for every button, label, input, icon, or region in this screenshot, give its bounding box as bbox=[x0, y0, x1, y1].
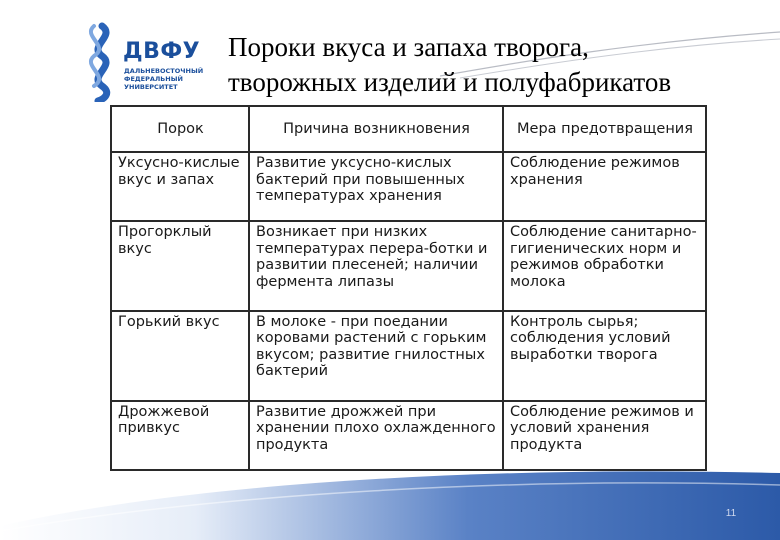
cell-cause: Возникает при низких температурах перера-ботки и развитии плесеней; наличии фермента липазы bbox=[249, 221, 503, 311]
helix-logo-icon bbox=[84, 22, 124, 102]
table-row bbox=[111, 221, 706, 311]
logo-subtitle-line: ФЕДЕРАЛЬНЫЙ bbox=[124, 75, 183, 83]
cell-defect: Прогорклый вкус bbox=[111, 221, 249, 311]
footer-band bbox=[0, 471, 780, 540]
logo-subtitle bbox=[124, 67, 214, 91]
cell-prevention: Контроль сырья; соблюдения условий выработки творога bbox=[503, 311, 706, 401]
table-row bbox=[111, 401, 706, 470]
title-line-2: творожных изделий и полуфабрикатов bbox=[228, 67, 672, 97]
table-row bbox=[111, 152, 706, 221]
table-header-row bbox=[111, 106, 706, 152]
defects-table-container bbox=[110, 105, 707, 471]
university-logo bbox=[84, 22, 214, 102]
header-defect: Порок bbox=[111, 106, 249, 152]
cell-cause: В молоке - при поедании коровами растений с горьким вкусом; развитие гнилостных бактерий bbox=[249, 311, 503, 401]
cell-prevention: Соблюдение режимов и условий хранения продукта bbox=[503, 401, 706, 470]
logo-name: ДВФУ bbox=[123, 39, 201, 64]
title-line-1: Пороки вкуса и запаха творога, bbox=[228, 32, 589, 62]
cell-cause: Развитие уксусно-кислых бактерий при повышенных температурах хранения bbox=[249, 152, 503, 221]
cell-defect: Горький вкус bbox=[111, 311, 249, 401]
cell-cause: Развитие дрожжей при хранении плохо охлажденного продукта bbox=[249, 401, 503, 470]
page-title bbox=[228, 30, 773, 100]
cell-prevention: Соблюдение режимов хранения bbox=[503, 152, 706, 221]
page-number: 11 bbox=[725, 508, 737, 519]
cell-prevention: Соблюдение санитарно-гигиенических норм и режимов обработки молока bbox=[503, 221, 706, 311]
header-prevention: Мера предотвращения bbox=[503, 106, 706, 152]
logo-subtitle-line: УНИВЕРСИТЕТ bbox=[124, 83, 178, 91]
logo-subtitle-line: ДАЛЬНЕВОСТОЧНЫЙ bbox=[124, 67, 204, 75]
table-row bbox=[111, 311, 706, 401]
cell-defect: Уксусно-кислые вкус и запах bbox=[111, 152, 249, 221]
defects-table bbox=[110, 105, 707, 471]
header-cause: Причина возникновения bbox=[249, 106, 503, 152]
cell-defect: Дрожжевой привкус bbox=[111, 401, 249, 470]
